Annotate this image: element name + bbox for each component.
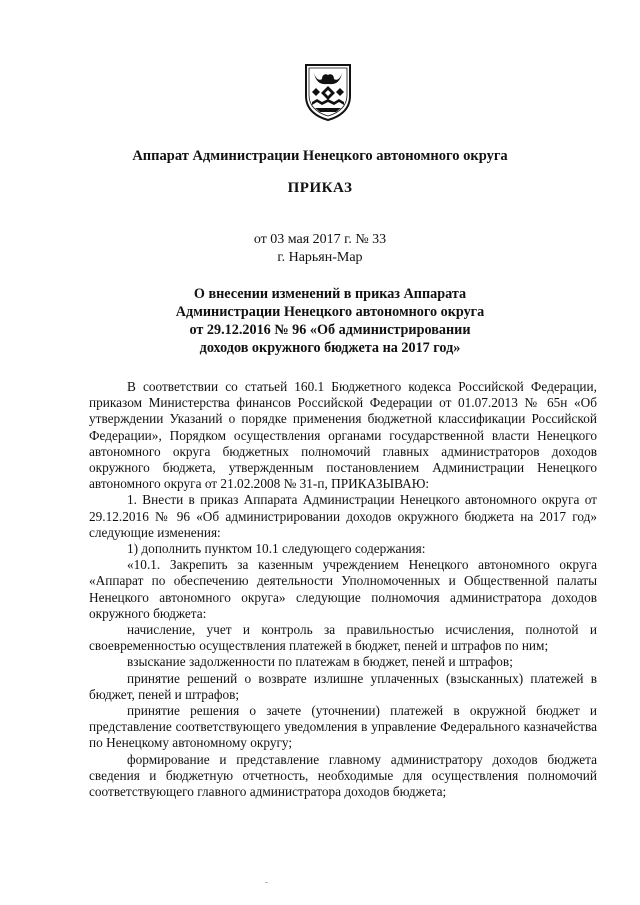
title-line: О внесении изменений в приказ Аппарата [193, 286, 467, 302]
body-paragraph: взыскание задолженности по платежам в бюджет, пеней и штрафов; [127, 654, 513, 670]
body-paragraph: «10.1. Закрепить за казенным учреждением Ненецкого автономного округа «Аппарат по обеспечению деятельности Уполномоченных и Общественной палаты Ненецкого автономного округа» следующие полномочия администратора доходов окружного бюджета: [89, 557, 597, 621]
body-paragraph: принятие решения о зачете (уточнении) платежей в окружной бюджет и представление соответствующего уведомления в управление Федерального казначейства по Ненецкому автономному округу; [89, 703, 597, 751]
body-paragraph: 1) дополнить пунктом 10.1 следующего содержания: [127, 541, 426, 557]
document-body [89, 379, 597, 800]
coat-of-arms-icon [303, 62, 353, 122]
document-title [140, 285, 520, 357]
scan-mark [265, 882, 268, 883]
document-type: ПРИКАЗ [287, 180, 353, 196]
document-place: г. Нарьян-Мар [277, 250, 363, 265]
title-line: от 29.12.2016 № 96 «Об администрировании [189, 322, 471, 338]
body-paragraph: формирование и представление главному администратору доходов бюджета сведения и бюджетную отчетность, необходимые для осуществления полномочий соответствующего главного администратора доходов бюджета; [89, 751, 597, 800]
body-paragraph: 1. Внести в приказ Аппарата Администрации Ненецкого автономного округа от 29.12.2016 № 96 «Об администрировании доходов окружного бюджета на 2017 год» следующие изменения: [89, 492, 597, 540]
body-paragraph: начисление, учет и контроль за правильностью исчисления, полнотой и своевременностью осуществления платежей в бюджет, пеней и штрафов по ним; [89, 622, 597, 654]
organization-name: Аппарат Администрации Ненецкого автономного округа [132, 148, 508, 164]
body-paragraph: принятие решений о возврате излишне уплаченных (взысканных) платежей в бюджет, пеней и штрафов; [89, 670, 597, 702]
title-line: Администрации Ненецкого автономного округа [175, 304, 485, 320]
document-date-number: от 03 мая 2017 г. № 33 [253, 232, 387, 247]
title-line: доходов окружного бюджета на 2017 год» [199, 340, 461, 356]
body-paragraph: В соответствии со статьей 160.1 Бюджетного кодекса Российской Федерации, приказом Министерства финансов Российской Федерации от 01.07.2013 № 65н «Об утверждении Указаний о порядке применения бюджетной классификации Российской Федерации», Порядком осуществления органами государственной власти Ненецкого автономного округа бюджетных полномочий главных администраторов доходов окружного бюджета, утвержденным постановлением Администрации Ненецкого автономного округа от 21.02.2008 № 31-п, ПРИКАЗЫВАЮ: [89, 379, 597, 492]
